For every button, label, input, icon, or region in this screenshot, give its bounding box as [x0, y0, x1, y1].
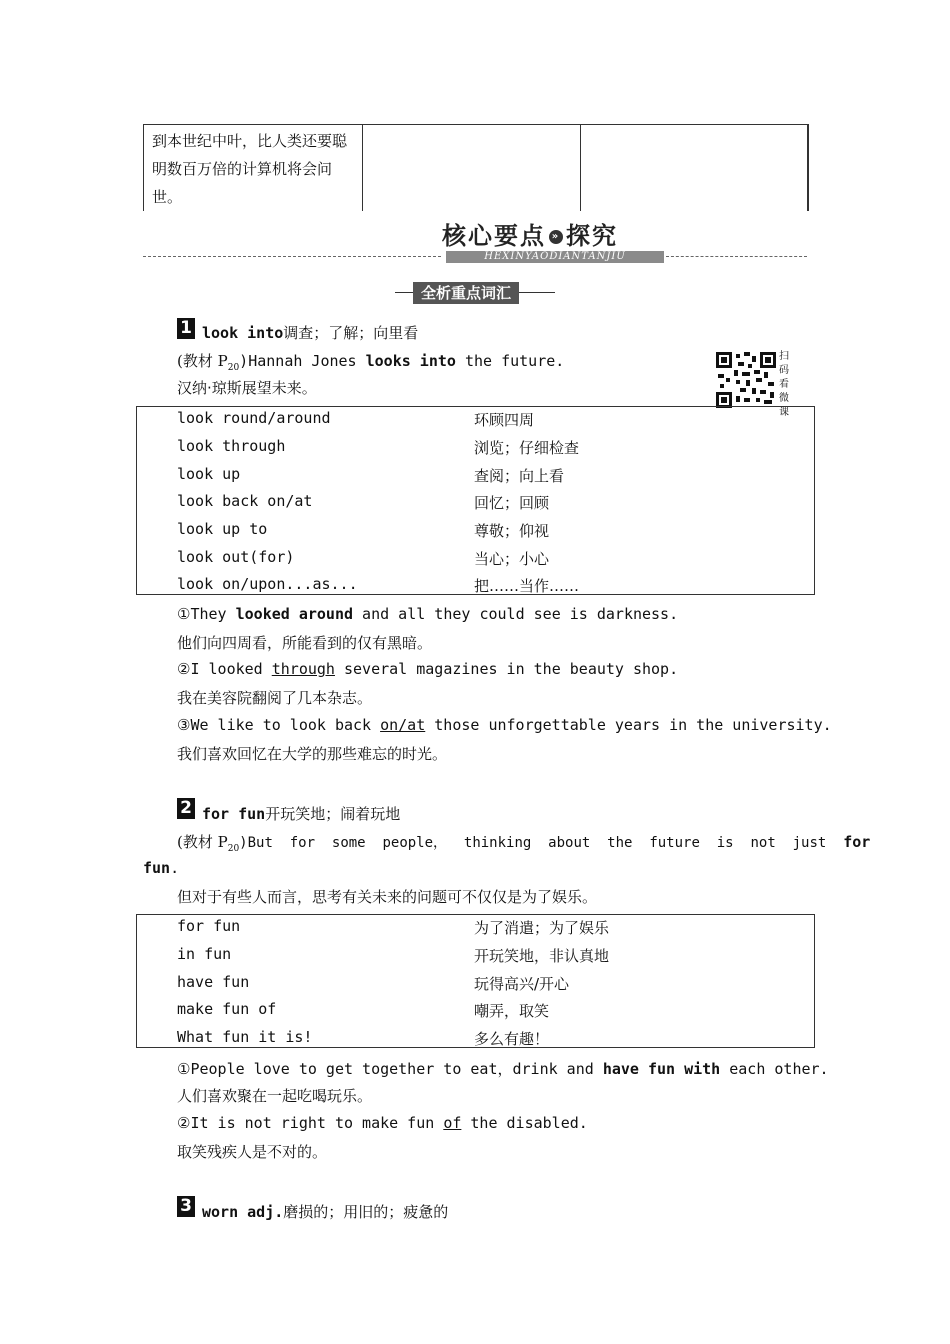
example-translation: 人们喜欢聚在一起吃喝玩乐。 — [177, 1087, 373, 1105]
phrase-table — [136, 914, 815, 1048]
phrase-row: make fun of 嘲弄，取笑 — [177, 1000, 550, 1020]
banner-title: 核心要点 » 探究 — [442, 222, 618, 250]
phrase-row: in fun 开玩笑地，非认真地 — [177, 945, 610, 965]
example-sentence: ①They looked around and all they could see is darkness. — [177, 605, 679, 623]
textbook-example-continued: fun. — [143, 859, 180, 877]
item-heading: for fun开玩笑地；闹着玩地 — [202, 805, 401, 823]
phrase-row: look up to 尊敬；仰视 — [177, 520, 550, 540]
example-translation: 我们喜欢回忆在大学的那些难忘的时光。 — [177, 745, 448, 763]
item-heading: look into调查；了解；向里看 — [202, 324, 419, 342]
example-translation: 但对于有些人而言，思考有关未来的问题可不仅仅是为了娱乐。 — [177, 888, 598, 906]
phrase-row: look on/upon...as... 把……当作…… — [177, 575, 580, 595]
phrase-row: have fun 玩得高兴/开心 — [177, 973, 570, 993]
phrase-row: for fun 为了消遣；为了娱乐 — [177, 917, 610, 937]
qr-label: 扫码看微课 — [779, 351, 789, 418]
divider — [143, 256, 441, 257]
example-translation: 取笑残疾人是不对的。 — [177, 1143, 328, 1161]
example-translation: 我在美容院翻阅了几本杂志。 — [177, 689, 373, 707]
table-cell — [362, 125, 581, 211]
phrase-row: look back on/at 回忆；回顾 — [177, 492, 550, 512]
item-number-badge: 2 — [177, 798, 195, 819]
item-number-badge: 1 — [177, 318, 195, 339]
phrase-row: look round/around 环顾四周 — [177, 409, 535, 429]
textbook-example: (教材 $P_{20})Hannah$ Jones looks into the future. — [177, 352, 565, 373]
phrase-table — [136, 406, 815, 595]
phrase-row: look through 浏览；仔细检查 — [177, 437, 580, 457]
textbook-example: (教材 $P_{20})But$ for some people， thinking about the future is not just for — [177, 833, 871, 854]
qr-code-icon[interactable] — [716, 352, 776, 408]
table-cell — [580, 125, 808, 211]
example-sentence: ①People love to get together to eat，drink and have fun with each other. — [177, 1060, 829, 1078]
example-sentence: ③We like to look back on/at those unforgettable years in the university. — [177, 716, 832, 734]
phrase-row: look out(for) 当心；小心 — [177, 548, 550, 568]
phrase-row: look up 查阅；向上看 — [177, 465, 565, 485]
top-table — [143, 124, 809, 211]
example-translation: 他们向四周看，所能看到的仅有黑暗。 — [177, 634, 433, 652]
example-translation: 汉纳·琼斯展望未来。 — [177, 379, 317, 397]
divider — [666, 256, 807, 257]
phrase-row: What fun it is! 多么有趣！ — [177, 1028, 550, 1048]
arrow-circle-icon: » — [549, 230, 563, 244]
section-header — [395, 282, 555, 304]
section-label: 全析重点词汇 — [413, 282, 519, 304]
table-cell — [144, 125, 363, 211]
example-sentence: ②I looked through several magazines in the beauty shop. — [177, 660, 679, 678]
table-cell-text: 到本世纪中叶，比人类还要聪明数百万倍的计算机将会问世。 — [152, 132, 348, 206]
item-number-badge: 3 — [177, 1196, 195, 1217]
banner-subtitle: HEXINYAODIANTANJIU — [446, 251, 664, 263]
item-heading: worn adj.磨损的；用旧的；疲惫的 — [202, 1203, 449, 1221]
example-sentence: ②It is not right to make fun of the disabled. — [177, 1114, 588, 1132]
